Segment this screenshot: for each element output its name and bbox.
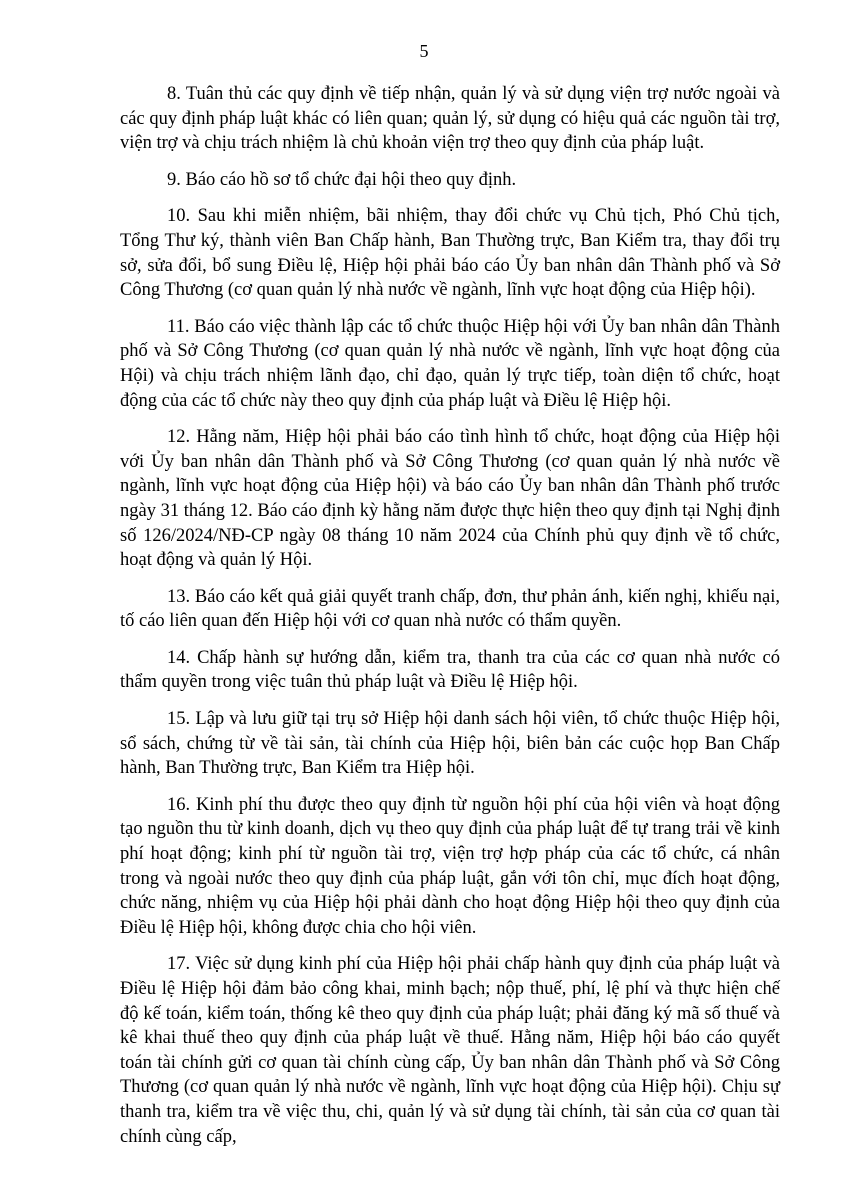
- document-body: [120, 82, 780, 1161]
- paragraph-item-17: 17. Việc sử dụng kinh phí của Hiệp hội phải chấp hành quy định của pháp luật và Điều lệ Hiệp hội đảm bảo công khai, minh bạch; nộp thuế, phí, lệ phí và thực hiện chế độ kế toán, kiểm toán, thống kê theo quy định của pháp luật; phải đăng ký mã số thuế và kê khai thuế theo quy định của pháp luật về thuế. Hằng năm, Hiệp hội báo cáo quyết toán tài chính gửi cơ quan tài chính cùng cấp, Ủy ban nhân dân Thành phố và Sở Công Thương (cơ quan quản lý nhà nước về ngành, lĩnh vực hoạt động của Hiệp hội). Chịu sự thanh tra, kiểm tra về việc thu, chi, quản lý và sử dụng tài chính, tài sản của cơ quan tài chính cùng cấp,: [120, 954, 780, 1147]
- paragraph-item-15: 15. Lập và lưu giữ tại trụ sở Hiệp hội danh sách hội viên, tổ chức thuộc Hiệp hội, sổ sách, chứng từ về tài sản, tài chính của Hiệp hội, biên bản các cuộc họp Ban Chấp hành, Ban Thường trực, Ban Kiểm tra Hiệp hội.: [120, 709, 780, 779]
- paragraph-item-12: 12. Hằng năm, Hiệp hội phải báo cáo tình hình tổ chức, hoạt động của Hiệp hội với Ủy ban nhân dân Thành phố và Sở Công Thương (cơ quan quản lý nhà nước về ngành, lĩnh vực hoạt động của Hiệp hội) và báo cáo Ủy ban nhân dân Thành phố trước ngày 31 tháng 12. Báo cáo định kỳ hằng năm được thực hiện theo quy định tại Nghị định số 126/2024/NĐ-CP ngày 08 tháng 10 năm 2024 của Chính phủ quy định về tổ chức, hoạt động và quản lý Hội.: [120, 427, 780, 571]
- paragraph-item-10: 10. Sau khi miễn nhiệm, bãi nhiệm, thay đổi chức vụ Chủ tịch, Phó Chủ tịch, Tổng Thư ký, thành viên Ban Chấp hành, Ban Thường trực, Ban Kiểm tra, thay đổi trụ sở, sửa đổi, bổ sung Điều lệ, Hiệp hội phải báo cáo Ủy ban nhân dân Thành phố và Sở Công Thương (cơ quan quản lý nhà nước về ngành, lĩnh vực hoạt động của Hiệp hội).: [120, 206, 780, 301]
- paragraph-item-16: 16. Kinh phí thu được theo quy định từ nguồn hội phí của hội viên và hoạt động tạo nguồn thu từ kinh doanh, dịch vụ theo quy định của pháp luật để tự trang trải về kinh phí hoạt động; kinh phí từ nguồn tài trợ, viện trợ hợp pháp của các tổ chức, cá nhân trong và ngoài nước theo quy định của pháp luật, gắn với tôn chỉ, mục đích hoạt động, chức năng, nhiệm vụ của Hiệp hội phải dành cho hoạt động Hiệp hội theo quy định của Điều lệ Hiệp hội, không được chia cho hội viên.: [120, 794, 780, 938]
- page-number: 5: [419, 41, 429, 61]
- paragraph-item-14: 14. Chấp hành sự hướng dẫn, kiểm tra, thanh tra của các cơ quan nhà nước có thẩm quyền trong việc tuân thủ pháp luật và Điều lệ Hiệp hội.: [120, 647, 780, 693]
- paragraph-item-11: 11. Báo cáo việc thành lập các tổ chức thuộc Hiệp hội với Ủy ban nhân dân Thành phố và Sở Công Thương (cơ quan quản lý nhà nước về ngành, lĩnh vực hoạt động của Hội) và chịu trách nhiệm lãnh đạo, chỉ đạo, quản lý trực tiếp, toàn diện tổ chức, hoạt động của các tổ chức này theo quy định của pháp luật và Điều lệ Hiệp hội.: [120, 316, 780, 411]
- paragraph-item-8: 8. Tuân thủ các quy định về tiếp nhận, quản lý và sử dụng viện trợ nước ngoài và các quy định pháp luật khác có liên quan; quản lý, sử dụng có hiệu quả các nguồn tài trợ, viện trợ và chịu trách nhiệm là chủ khoản viện trợ theo quy định của pháp luật.: [120, 84, 780, 154]
- paragraph-item-9: 9. Báo cáo hồ sơ tổ chức đại hội theo quy định.: [167, 169, 517, 190]
- paragraph-item-13: 13. Báo cáo kết quả giải quyết tranh chấp, đơn, thư phản ánh, kiến nghị, khiếu nại, tố cáo liên quan đến Hiệp hội với cơ quan nhà nước có thẩm quyền.: [120, 586, 780, 632]
